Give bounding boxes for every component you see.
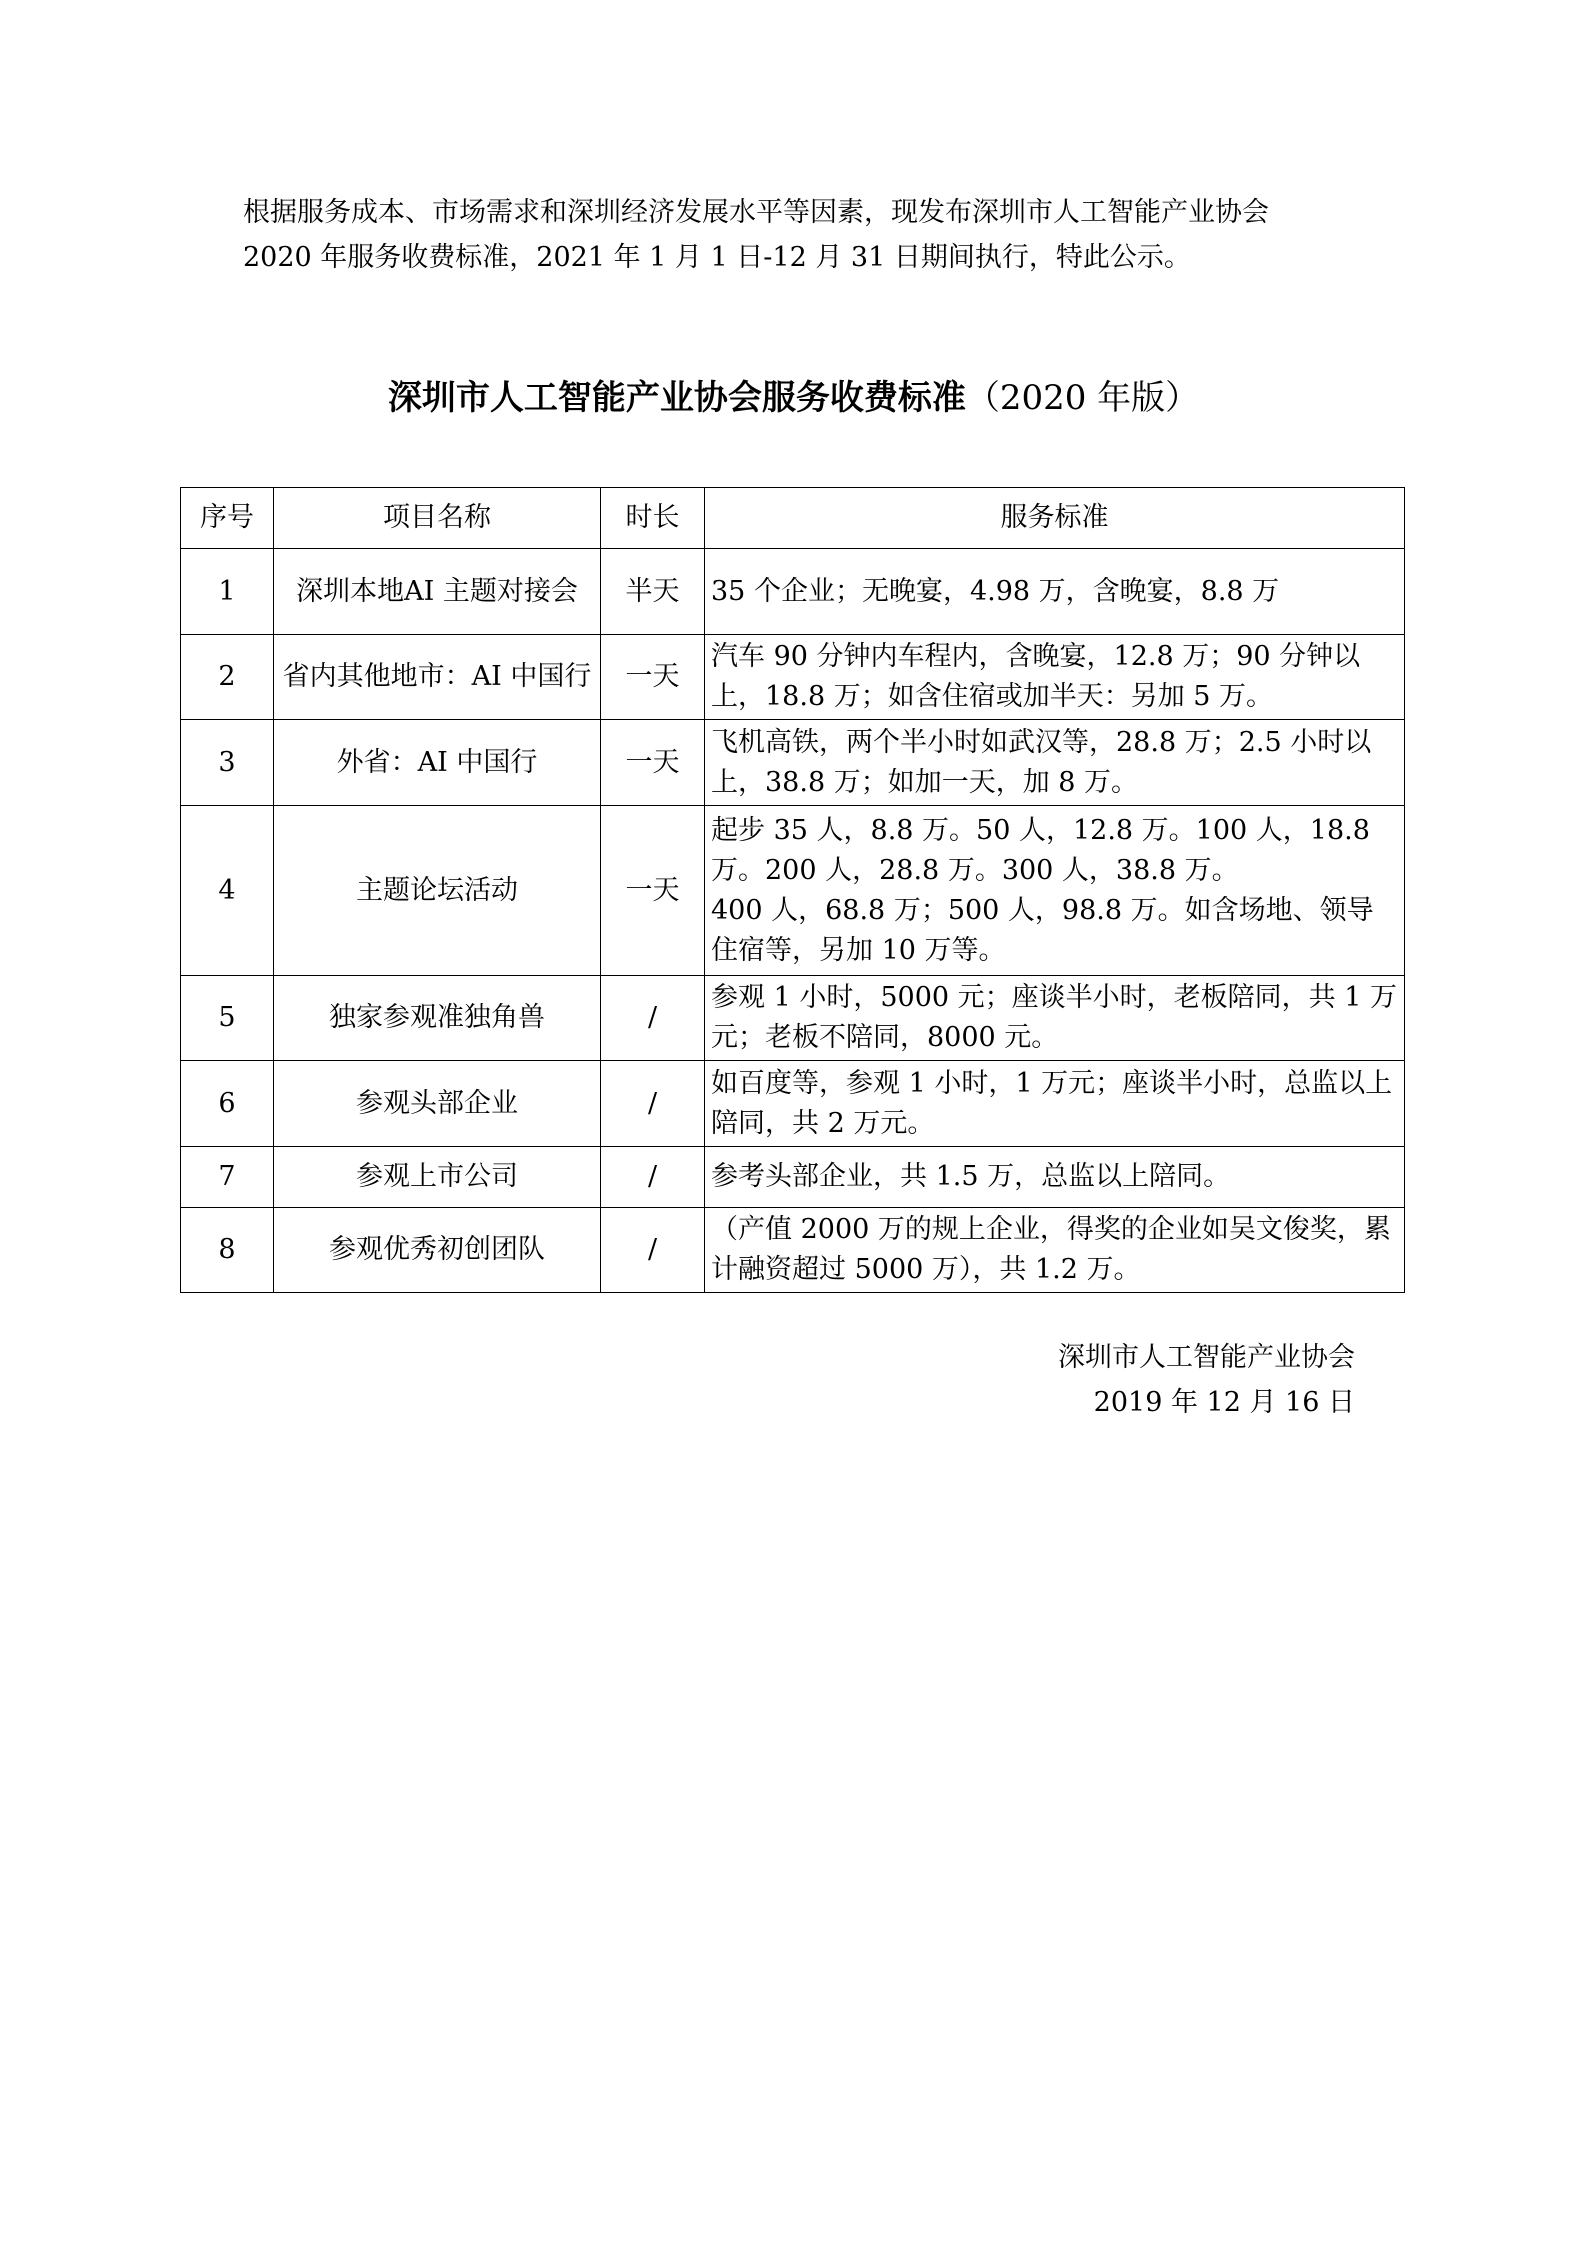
- intro-paragraph: [243, 190, 1363, 280]
- cell-duration: 半天: [601, 549, 705, 635]
- cell-name: 参观优秀初创团队: [274, 1208, 601, 1293]
- cell-no: 8: [181, 1208, 274, 1293]
- table-row: [181, 549, 1405, 635]
- table-row: [181, 1208, 1405, 1293]
- cell-no: 5: [181, 976, 274, 1061]
- standard-text: 起步 35 人，8.8 万。50 人，12.8 万。100 人，18.8 万。200 人，28.8 万。300 人，38.8 万。: [711, 814, 1370, 886]
- table-row: [181, 720, 1405, 806]
- title-main: 深圳市人工智能产业协会服务收费标准: [387, 378, 966, 418]
- header-standard: 服务标准: [705, 488, 1405, 549]
- signature-block: [1058, 1335, 1355, 1425]
- table-row: [181, 635, 1405, 720]
- cell-standard: [705, 635, 1405, 720]
- cell-no: 2: [181, 635, 274, 720]
- header-duration: 时长: [601, 488, 705, 549]
- intro-line-2: 2020 年服务收费标准，2021 年 1 月 1 日-12 月 31 日期间执行，特此公示。: [243, 242, 1191, 273]
- cell-duration: 一天: [601, 806, 705, 976]
- cell-no: 4: [181, 806, 274, 976]
- cell-standard: [705, 806, 1405, 976]
- header-no: 序号: [181, 488, 274, 549]
- cell-standard: [705, 720, 1405, 806]
- table-row: [181, 976, 1405, 1061]
- cell-name: 参观头部企业: [274, 1061, 601, 1147]
- cell-duration: 一天: [601, 720, 705, 806]
- signature-org: 深圳市人工智能产业协会: [1058, 1342, 1355, 1373]
- cell-name: 省内其他地市：AI 中国行: [274, 635, 601, 720]
- cell-duration: /: [601, 1061, 705, 1147]
- cell-standard: [705, 1061, 1405, 1147]
- cell-no: 6: [181, 1061, 274, 1147]
- standard-text: 400 人，68.8 万；500 人，98.8 万。如含场地、领导住宿等，另加 10 万等。: [711, 894, 1374, 966]
- standard-text: 35 个企业；无晚宴，4.98 万，含晚宴，8.8 万: [711, 575, 1280, 607]
- cell-name: 深圳本地AI 主题对接会: [274, 549, 601, 635]
- cell-no: 7: [181, 1147, 274, 1208]
- standard-text: 飞机高铁，两个半小时如武汉等，28.8 万；2.5 小时以上，38.8 万；如加一天，加 8 万。: [711, 726, 1372, 798]
- table-header-row: [181, 488, 1405, 549]
- cell-duration: 一天: [601, 635, 705, 720]
- standard-text: 如百度等，参观 1 小时，1 万元；座谈半小时，总监以上陪同，共 2 万元。: [711, 1067, 1393, 1139]
- cell-duration: /: [601, 1147, 705, 1208]
- document-title: [0, 373, 1587, 423]
- standard-text: 汽车 90 分钟内车程内，含晚宴，12.8 万；90 分钟以上，18.8 万；如含住宿或加半天：另加 5 万。: [711, 641, 1361, 712]
- cell-name: 独家参观准独角兽: [274, 976, 601, 1061]
- table-row: [181, 806, 1405, 976]
- cell-standard: [705, 1208, 1405, 1293]
- table-row: [181, 1061, 1405, 1147]
- cell-name: 外省：AI 中国行: [274, 720, 601, 806]
- cell-standard: [705, 549, 1405, 635]
- cell-duration: /: [601, 976, 705, 1061]
- cell-name: 主题论坛活动: [274, 806, 601, 976]
- title-edition: （2020 年版）: [965, 378, 1200, 418]
- header-name: 项目名称: [274, 488, 601, 549]
- standard-text: 参观 1 小时，5000 元；座谈半小时，老板陪同，共 1 万元；老板不陪同，8000 元。: [711, 982, 1397, 1053]
- table-row: [181, 1147, 1405, 1208]
- intro-line-1: 根据服务成本、市场需求和深圳经济发展水平等因素，现发布深圳市人工智能产业协会: [243, 197, 1269, 228]
- cell-duration: /: [601, 1208, 705, 1293]
- standard-text: （产值 2000 万的规上企业，得奖的企业如吴文俊奖，累计融资超过 5000 万），共 1.2 万。: [711, 1214, 1391, 1285]
- cell-no: 3: [181, 720, 274, 806]
- cell-standard: [705, 976, 1405, 1061]
- fee-table: [180, 487, 1405, 1293]
- standard-text: 参考头部企业，共 1.5 万，总监以上陪同。: [711, 1161, 1231, 1192]
- cell-name: 参观上市公司: [274, 1147, 601, 1208]
- cell-no: 1: [181, 549, 274, 635]
- cell-standard: [705, 1147, 1405, 1208]
- signature-date: 2019 年 12 月 16 日: [1093, 1387, 1355, 1418]
